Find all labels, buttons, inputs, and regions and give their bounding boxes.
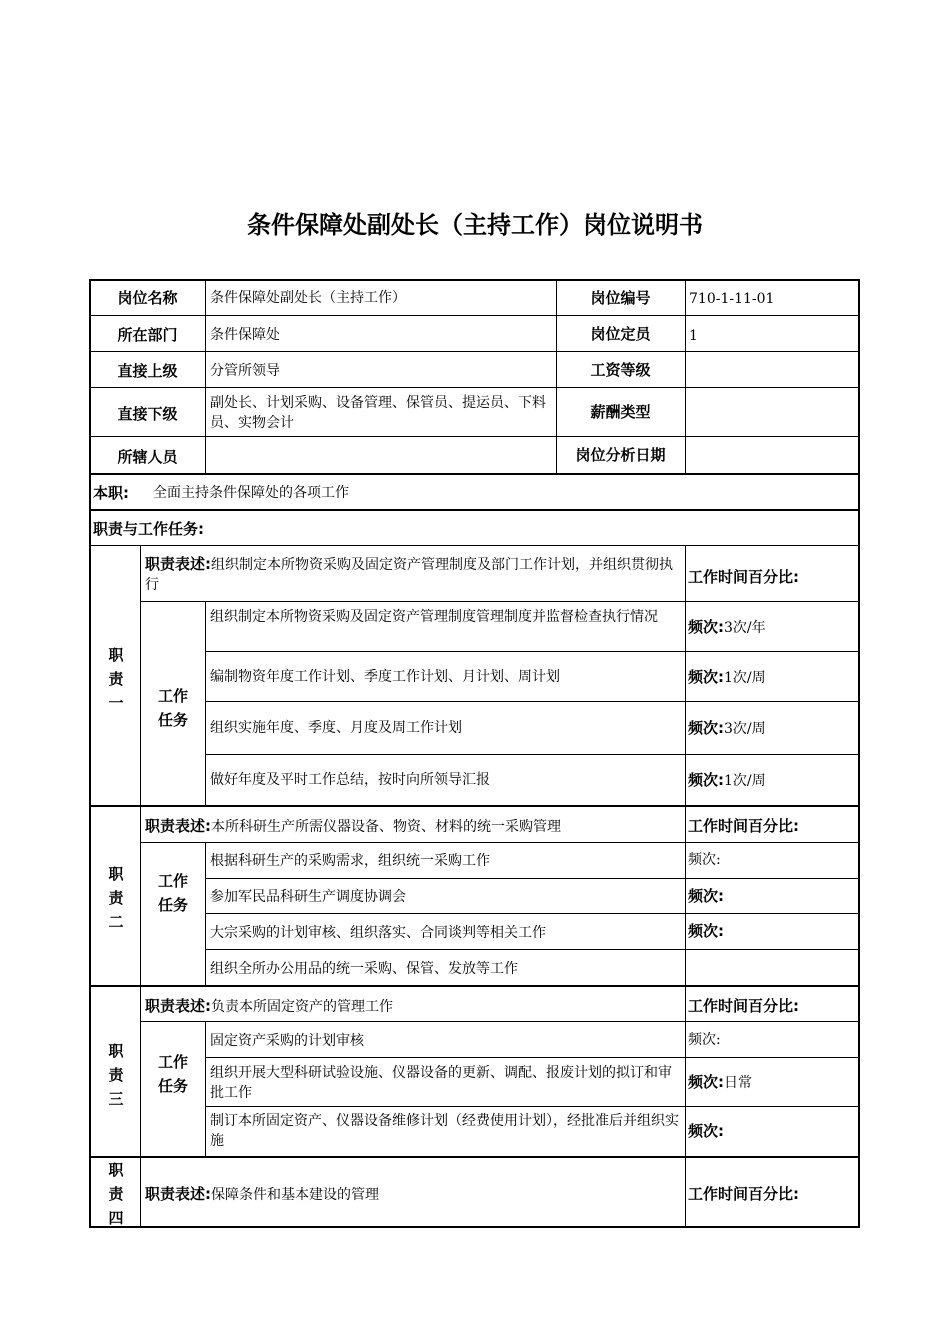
post-code-label: 岗位编号 bbox=[590, 289, 651, 307]
duty-1-percent-label: 工作时间百分比: bbox=[688, 568, 799, 586]
duty-2-task-2-freq: 频次: bbox=[688, 887, 724, 905]
duty-3-task-2-freq bbox=[688, 1072, 752, 1093]
duty-1-task-2: 编制物资年度工作计划、季度工作计划、月计划、周计划 bbox=[210, 669, 560, 685]
duty-1-task-3-freq bbox=[688, 718, 766, 739]
duty-2-desc bbox=[145, 816, 561, 837]
duty-2-tasks-label: 工作任务 bbox=[157, 872, 188, 914]
duty-3-percent-label: 工作时间百分比: bbox=[688, 997, 799, 1015]
duty-1-tasks-label: 工作任务 bbox=[157, 687, 188, 729]
freq-label: 频次: bbox=[688, 668, 724, 686]
page-title: 条件保障处副处长（主持工作）岗位说明书 bbox=[247, 211, 703, 239]
freq-value: 3次/周 bbox=[724, 721, 766, 737]
duty-3-task-1: 固定资产采购的计划审核 bbox=[210, 1033, 364, 1049]
duty-2-name: 职责二 bbox=[108, 865, 124, 931]
superior-value: 分管所领导 bbox=[210, 363, 280, 379]
duty-3-task-2: 组织开展大型科研试验设施、仪器设备的更新、调配、报废计划的拟订和审批工作 bbox=[210, 1065, 672, 1101]
duty-3-task-1-freq: 频次: bbox=[688, 1032, 721, 1048]
freq-value: 1次/周 bbox=[724, 670, 766, 686]
duty-4-desc-label: 职责表述: bbox=[145, 1185, 211, 1203]
duty-2-percent-label: 工作时间百分比: bbox=[688, 817, 799, 835]
duty-2-task-3: 大宗采购的计划审核、组织落实、合同谈判等相关工作 bbox=[210, 925, 546, 941]
duty-3-desc-label: 职责表述: bbox=[145, 997, 211, 1015]
freq-value: 3次/年 bbox=[724, 620, 766, 636]
superior-label: 直接上级 bbox=[117, 362, 178, 380]
grade-label: 工资等级 bbox=[590, 361, 651, 379]
duty-2-task-1-freq: 频次: bbox=[688, 852, 721, 868]
post-name-label: 岗位名称 bbox=[117, 289, 178, 307]
section-title: 职责与工作任务: bbox=[93, 520, 204, 538]
duty-3-tasks-label: 工作任务 bbox=[157, 1053, 188, 1095]
quota-value: 1 bbox=[689, 328, 698, 344]
freq-label: 频次: bbox=[688, 1073, 724, 1091]
duty-1-task-3: 组织实施年度、季度、月度及周工作计划 bbox=[210, 720, 462, 736]
duty-1-task-4: 做好年度及平时工作总结，按时向所领导汇报 bbox=[210, 772, 490, 788]
duty-1-task-2-freq bbox=[688, 667, 766, 688]
duty-1-task-1-freq bbox=[688, 617, 766, 638]
analysis-date-label: 岗位分析日期 bbox=[575, 446, 666, 464]
duty-3-task-3: 制订本所固定资产、仪器设备维修计划（经费使用计划），经批准后并组织实施 bbox=[210, 1113, 679, 1149]
duty-1-desc-label: 职责表述: bbox=[145, 555, 211, 573]
post-code-value: 710-1-11-01 bbox=[689, 291, 775, 307]
freq-label: 频次: bbox=[688, 771, 724, 789]
duty-1-desc-text: 组织制定本所物资采购及固定资产管理制度及部门工作计划，并组织贯彻执行 bbox=[145, 557, 673, 593]
duty-3-desc-text: 负责本所固定资产的管理工作 bbox=[211, 999, 393, 1015]
duty-2-task-3-freq: 频次: bbox=[688, 922, 724, 940]
dept-value: 条件保障处 bbox=[210, 327, 280, 343]
freq-value: 日常 bbox=[724, 1075, 752, 1091]
duty-4-desc bbox=[145, 1184, 379, 1205]
duty-2-desc-text: 本所科研生产所需仪器设备、物资、材料的统一采购管理 bbox=[211, 819, 561, 835]
duty-2-task-4: 组织全所办公用品的统一采购、保管、发放等工作 bbox=[210, 961, 518, 977]
freq-label: 频次: bbox=[688, 719, 724, 737]
post-name-value: 条件保障处副处长（主持工作） bbox=[210, 290, 406, 306]
duty-3-desc bbox=[145, 996, 393, 1017]
freq-label: 频次: bbox=[688, 618, 724, 636]
subordinate-value: 副处长、计划采购、设备管理、保管员、提运员、下料员、实物会计 bbox=[210, 395, 546, 431]
duty-4-percent-label: 工作时间百分比: bbox=[688, 1185, 799, 1203]
staff-label: 所辖人员 bbox=[117, 448, 178, 466]
main-duty-label: 本职: bbox=[93, 484, 129, 502]
duty-1-desc bbox=[145, 554, 680, 595]
subordinate-label: 直接下级 bbox=[117, 405, 178, 423]
duty-2-task-1: 根据科研生产的采购需求，组织统一采购工作 bbox=[210, 853, 490, 869]
duty-4-name: 职责四 bbox=[108, 1161, 124, 1227]
duty-4-desc-text: 保障条件和基本建设的管理 bbox=[211, 1187, 379, 1203]
duty-2-task-2: 参加军民品科研生产调度协调会 bbox=[210, 889, 406, 905]
pay-label: 薪酬类型 bbox=[590, 403, 651, 421]
duty-1-name: 职责一 bbox=[108, 646, 124, 712]
duty-3-name: 职责三 bbox=[108, 1042, 124, 1108]
freq-value: 1次/周 bbox=[724, 773, 766, 789]
duty-3-task-3-freq: 频次: bbox=[688, 1122, 724, 1140]
duty-1-task-1: 组织制定本所物资采购及固定资产管理制度管理制度并监督检查执行情况 bbox=[210, 609, 658, 625]
main-duty-text: 全面主持条件保障处的各项工作 bbox=[153, 485, 349, 501]
dept-label: 所在部门 bbox=[117, 326, 178, 344]
duty-1-task-4-freq bbox=[688, 770, 766, 791]
quota-label: 岗位定员 bbox=[590, 325, 651, 343]
duty-2-desc-label: 职责表述: bbox=[145, 817, 211, 835]
